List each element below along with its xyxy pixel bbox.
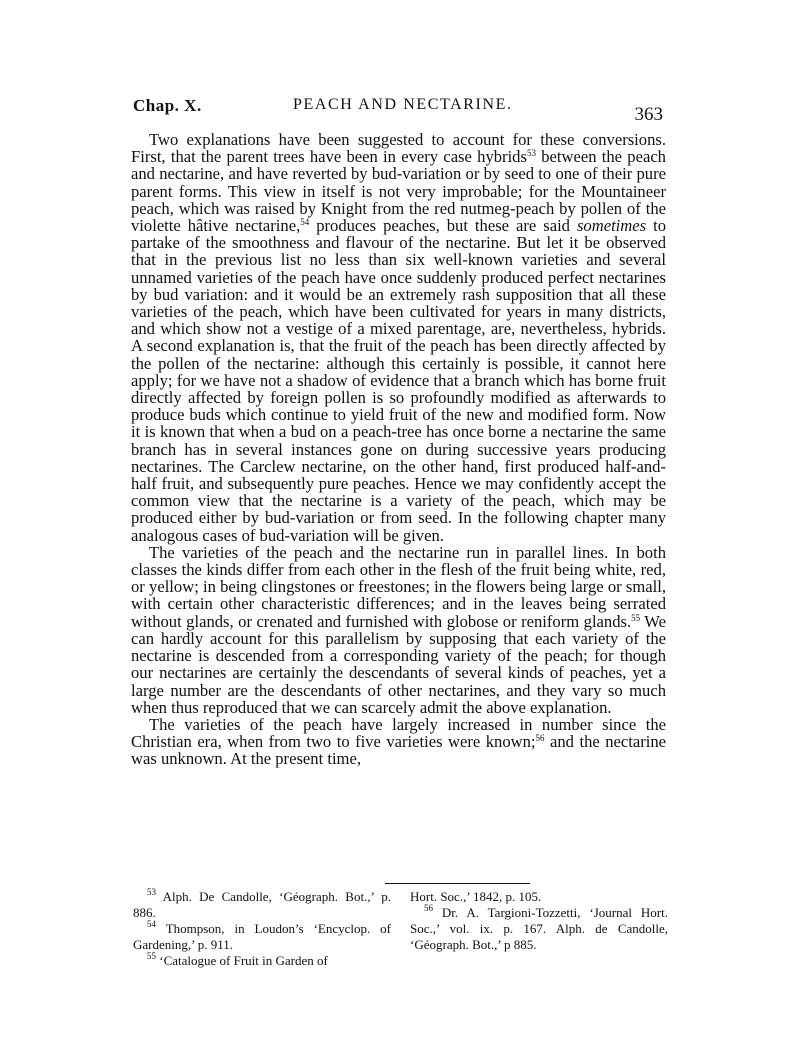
footnote-text: Thompson, in Loudon’s ‘Encyclop. of Gardening,’ p. 911. [133,921,391,952]
running-title: PEACH AND NECTARINE. [293,96,513,113]
footnote-divider [385,883,530,884]
text-run: The varieties of the peach have largely increased in number since the Christian era, when from two to five varieties were known; [131,714,666,752]
body-text [131,131,666,768]
paragraph [131,544,666,716]
footnote [410,889,668,905]
footnote-text: ‘Catalogue of Fruit in Garden of [156,953,328,968]
text-run: Two explanations have been suggested to account for these conversions. First, that the parent trees have been in every case hybrids [131,130,666,167]
footnote-number: 55 [147,951,156,961]
text-run: produces peaches, but these are said [309,216,577,236]
page-number: 363 [634,104,663,125]
footnote [133,953,391,969]
emphasis-text: sometimes [576,216,647,236]
footnote-ref: 56 [535,733,545,744]
footnote-text: Hort. Soc.,’ 1842, p. 105. [410,889,542,904]
footnote-number: 54 [147,919,156,929]
text-run: We can hardly account for this parallelism by supposing that each variety of the nectarine is descended from a corresponding variety of the peach; for though our nectarines are certainly the descendants of several kinds of peaches, yet a large number are the descendants of other nectarines, and they vary so much when thus reproduced that we can scarcely admit the above explanation. [131,611,667,717]
footnote-number: 56 [424,903,433,913]
text-run: between the peach and nectarine, and have reverted by bud-variation or by seed to one of their pure parent forms. This view in itself is not very improbable; for the Mountaineer peach, which was raised by Knight from the red nutmeg-peach by pollen of the violette hâtive nectarine, [131,147,666,236]
footnote-ref: 55 [631,612,641,623]
chapter-label: Chap. X. [133,96,202,115]
footnote-text: Alph. De Candolle, ‘Géograph. Bot.,’ p. 886. [133,889,391,920]
text-run: and the nectarine was unknown. At the present time, [131,732,667,769]
footnote-text: Dr. A. Targioni-Tozzetti, ‘Journal Hort. Soc.,’ vol. ix. p. 167. Alph. de Candolle, ‘Géograph. Bot.,’ p 885. [410,905,668,952]
text-run: to partake of the smoothness and flavour of the nectarine. But let it be observed that in the previous list no less than six well-known varieties and several unnamed varieties of the peach have once suddenly produced perfect nectarines by bud variation: and it would be an extremely rash supposition that all these varieties of the peach, which have been cultivated for years in many districts, and which show not a vestige of a mixed parentage, are, nevertheless, hybrids. A second explanation is, that the fruit of the peach has been directly affected by the pollen of the nectarine: although this certainly is possible, it cannot here apply; for we have not a shadow of evidence that a branch which has borne fruit directly affected by foreign pollen is so profoundly modified as afterwards to produce buds which continue to yield fruit of the new and modified form. Now it is known that when a bud on a peach-tree has once borne a nectarine the same branch has in several instances gone on during successive years producing nectarines. The Carclew nectarine, on the other hand, first produced half-and-half fruit, and subsequently pure peaches. Hence we may confidently accept the common view that the nectarine is a variety of the peach, which may be produced either by bud-variation or from seed. In the following chapter many analogous cases of bud-variation will be given. [131,216,666,545]
paragraph [131,716,666,768]
paragraph [131,131,666,544]
footnotes-right-column [410,889,668,953]
footnote-number: 53 [147,887,156,897]
footnote [133,921,391,953]
page-header [133,96,663,125]
footnotes-left-column [133,889,391,969]
footnote [410,905,668,953]
footnote-ref: 53 [526,148,536,159]
footnote-ref: 54 [300,217,310,228]
footnote [133,889,391,921]
text-run: The varieties of the peach and the nectarine run in parallel lines. In both classes the kinds differ from each other in the flesh of the fruit being white, red, or yellow; in being clingstones or freestones; in the flowers being large or small, with certain other characteristic differences; and in the leaves being serrated without glands, or crenated and furnished with globose or reniform glands. [131,542,666,631]
